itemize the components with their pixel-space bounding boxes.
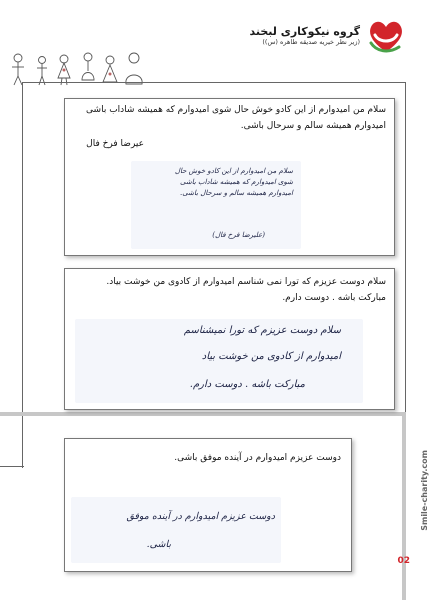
logo-text [250, 26, 360, 46]
org-logo [206, 16, 406, 56]
org-name: گروه نیکوکاری لبخند [249, 24, 360, 38]
frame-line-top [22, 82, 406, 83]
frame-line-bottom-left [0, 466, 24, 467]
card-1-handwriting-line-2: شوی امیدوارم که همیشه شاداب باشی [180, 178, 293, 186]
card-1-handwriting-line-3: امیدوارم همیشه سالم و سرحال باشی. [180, 189, 293, 197]
website-url: Smile-charity.com [420, 450, 429, 531]
frame-line-right [405, 82, 406, 412]
doodle-figures-illustration [6, 50, 156, 90]
card-3-handwritten-note [71, 497, 281, 563]
org-subtitle: (زیر نظر خیریه صدیقه طاهره (س)) [262, 37, 360, 46]
card-2-handwritten-note [75, 319, 363, 403]
frame-line-vertical-left [22, 82, 23, 468]
card-3-handwriting-line-1: دوست عزیزم امیدوارم در آینده موفق [126, 511, 275, 522]
card-3-message: دوست عزیزم امیدوارم در آینده موفق باشی. [174, 453, 341, 463]
card-3-handwriting-line-2: باشی. [146, 539, 171, 550]
message-card-2 [64, 268, 395, 410]
card-2-handwriting-line-3: مبارکت باشه . دوست دارم. [189, 379, 305, 390]
card-1-signature: عیرضا فرخ فال [86, 139, 144, 149]
gray-band-vertical [402, 412, 406, 600]
card-2-message: سلام دوست عزیزم که تورا نمی شناسم امیدوارم از کادوی من خوشت بیاد. مبارکت باشه . دوست دارم. [106, 277, 386, 303]
message-card-1 [64, 98, 395, 256]
card-2-handwriting-line-1: سلام دوست عزیزم که تورا نمیشناسم [183, 325, 341, 336]
card-1-handwriting-line-1: سلام من امیدوارم از این کادو خوش حال [174, 167, 293, 175]
gray-band-horizontal [0, 412, 406, 416]
message-card-3 [64, 438, 352, 572]
card-1-handwritten-note [131, 161, 301, 249]
page-number: 02 [397, 556, 410, 566]
card-2-handwriting-line-2: امیدوارم از کادوی من خوشت بیاد [201, 351, 341, 362]
card-1-message: سلام من امیدوارم از این کادو خوش حال شوی امیدوارم که همیشه شاداب باشی امیدوارم همیشه سالم و سرحال باشی. [86, 105, 386, 131]
card-1-handwriting-signature: (علیرضا فرخ فال) [212, 231, 265, 239]
smile-heart-icon [366, 17, 406, 55]
